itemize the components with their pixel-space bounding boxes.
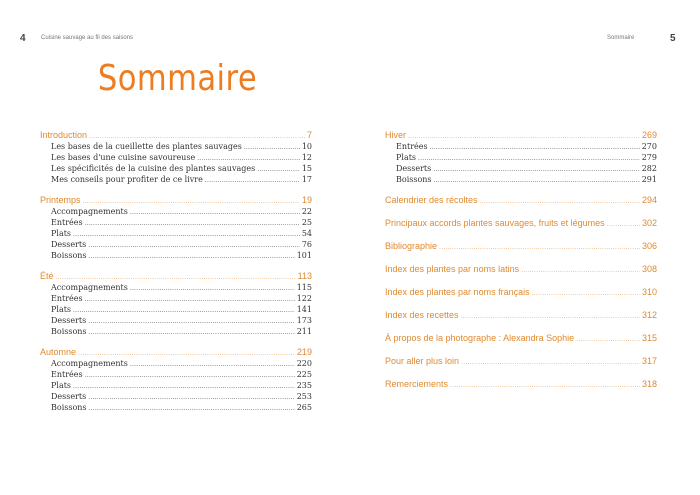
- toc-section: [40, 347, 312, 414]
- entry-label: Les bases de la cueillette des plantes sauvages: [51, 142, 242, 151]
- entry-page-number: 122: [296, 294, 312, 303]
- toc-subentry[interactable]: [40, 283, 312, 294]
- toc-section: [385, 130, 657, 186]
- entry-page-number: 282: [641, 164, 657, 173]
- entry-page-number: 294: [641, 195, 657, 205]
- dot-leader: [83, 198, 300, 205]
- right-page-number: 5: [670, 33, 676, 44]
- toc-subentry[interactable]: [40, 294, 312, 305]
- entry-label: Boissons: [51, 327, 87, 336]
- entry-label: Bibliographie: [385, 241, 438, 251]
- entry-page-number: 265: [296, 403, 312, 412]
- entry-label: Plats: [396, 153, 417, 162]
- dot-leader: [205, 177, 300, 184]
- toc-section-entry[interactable]: [40, 271, 312, 283]
- toc-left-column: [40, 130, 312, 423]
- toc-section-entry[interactable]: [385, 195, 657, 207]
- toc-subentry[interactable]: [40, 207, 312, 218]
- toc-section: [385, 333, 657, 345]
- entry-label: Remerciements: [385, 379, 449, 389]
- toc-section-entry[interactable]: [40, 195, 312, 207]
- toc-section: [385, 195, 657, 207]
- entry-label: Desserts: [396, 164, 432, 173]
- toc-section-entry[interactable]: [385, 333, 657, 345]
- entry-label: Index des plantes par noms latins: [385, 264, 520, 274]
- dot-leader: [73, 231, 300, 238]
- entry-page-number: 270: [641, 142, 657, 151]
- dot-leader: [434, 177, 640, 184]
- dot-leader: [130, 361, 295, 368]
- entry-page-number: 308: [641, 264, 657, 274]
- dot-leader: [461, 313, 640, 320]
- dot-leader: [89, 253, 295, 260]
- toc-subentry[interactable]: [385, 175, 657, 186]
- dot-leader: [433, 166, 639, 173]
- dot-leader: [130, 209, 300, 216]
- toc-section: [385, 264, 657, 276]
- toc-section-entry[interactable]: [40, 347, 312, 359]
- entry-label: Plats: [51, 229, 72, 238]
- dot-leader: [197, 155, 300, 162]
- right-running-title: Sommaire: [607, 35, 635, 41]
- entry-label: Plats: [51, 381, 72, 390]
- toc-subentry[interactable]: [40, 229, 312, 240]
- entry-page-number: 310: [641, 287, 657, 297]
- entry-page-number: 315: [641, 333, 657, 343]
- left-page-number: 4: [20, 33, 26, 44]
- toc-subentry[interactable]: [40, 316, 312, 327]
- toc-section: [40, 195, 312, 262]
- dot-leader: [89, 329, 295, 336]
- toc-subentry[interactable]: [385, 164, 657, 175]
- entry-page-number: 219: [296, 347, 312, 357]
- toc-subentry[interactable]: [40, 370, 312, 381]
- entry-label: Pour aller plus loin: [385, 356, 460, 366]
- toc-subentry[interactable]: [40, 164, 312, 175]
- dot-leader: [88, 394, 294, 401]
- entry-label: Desserts: [51, 240, 87, 249]
- entry-page-number: 225: [296, 370, 312, 379]
- entry-page-number: 76: [301, 240, 312, 249]
- toc-subentry[interactable]: [385, 142, 657, 153]
- entry-label: Boissons: [51, 251, 87, 260]
- toc-section: [40, 271, 312, 338]
- dot-leader: [430, 144, 640, 151]
- entry-label: Boissons: [396, 175, 432, 184]
- entry-page-number: 19: [301, 195, 312, 205]
- entry-label: Introduction: [40, 130, 88, 140]
- entry-label: Index des recettes: [385, 310, 459, 320]
- entry-label: Automne: [40, 347, 77, 357]
- entry-page-number: 54: [301, 229, 312, 238]
- toc-section: [385, 310, 657, 322]
- toc-subentry[interactable]: [40, 381, 312, 392]
- entry-page-number: 115: [296, 283, 312, 292]
- entry-label: Les bases d'une cuisine savoureuse: [51, 153, 196, 162]
- toc-section-entry[interactable]: [385, 218, 657, 230]
- dot-leader: [73, 307, 295, 314]
- dot-leader: [85, 220, 300, 227]
- toc-section-entry[interactable]: [385, 356, 657, 368]
- dot-leader: [480, 198, 640, 205]
- dot-leader: [73, 383, 295, 390]
- entry-label: Accompagnements: [51, 359, 128, 368]
- entry-page-number: 306: [641, 241, 657, 251]
- dot-leader: [521, 267, 640, 274]
- dot-leader: [56, 274, 296, 281]
- entry-label: Entrées: [396, 142, 428, 151]
- toc-section-entry[interactable]: [385, 130, 657, 142]
- entry-label: Desserts: [51, 316, 87, 325]
- left-running-title: Cuisine sauvage au fil des saisons: [41, 35, 134, 41]
- toc-section-entry[interactable]: [385, 379, 657, 391]
- entry-label: Entrées: [51, 218, 83, 227]
- entry-label: Boissons: [51, 403, 87, 412]
- toc-subentry[interactable]: [40, 305, 312, 316]
- entry-page-number: 269: [641, 130, 657, 140]
- dot-leader: [439, 244, 640, 251]
- entry-page-number: 15: [301, 164, 312, 173]
- dot-leader: [89, 405, 295, 412]
- entry-label: Plats: [51, 305, 72, 314]
- entry-page-number: 317: [641, 356, 657, 366]
- page-title: Sommaire: [97, 58, 258, 99]
- entry-page-number: 279: [641, 153, 657, 162]
- entry-page-number: 173: [296, 316, 312, 325]
- entry-label: Accompagnements: [51, 207, 128, 216]
- entry-page-number: 318: [641, 379, 657, 389]
- entry-page-number: 235: [296, 381, 312, 390]
- toc-subentry[interactable]: [40, 251, 312, 262]
- toc-subentry[interactable]: [40, 218, 312, 229]
- toc-subentry[interactable]: [40, 142, 312, 153]
- entry-page-number: 220: [296, 359, 312, 368]
- entry-page-number: 7: [306, 130, 312, 140]
- toc-subentry[interactable]: [40, 392, 312, 403]
- entry-label: Principaux accords plantes sauvages, fruits et légumes: [385, 218, 605, 228]
- entry-page-number: 302: [641, 218, 657, 228]
- entry-label: Mes conseils pour profiter de ce livre: [51, 175, 203, 184]
- entry-page-number: 291: [641, 175, 657, 184]
- toc-subentry[interactable]: [40, 153, 312, 164]
- dot-leader: [418, 155, 640, 162]
- toc-section: [385, 287, 657, 299]
- dot-leader: [85, 372, 295, 379]
- toc-section-entry[interactable]: [385, 241, 657, 253]
- toc-subentry[interactable]: [40, 403, 312, 414]
- entry-label: Accompagnements: [51, 283, 128, 292]
- toc-section: [385, 356, 657, 368]
- entry-page-number: 312: [641, 310, 657, 320]
- toc-section-entry[interactable]: [385, 310, 657, 322]
- entry-page-number: 10: [301, 142, 312, 151]
- dot-leader: [461, 359, 640, 366]
- dot-leader: [130, 285, 295, 292]
- dot-leader: [78, 350, 295, 357]
- entry-page-number: 12: [301, 153, 312, 162]
- toc-subentry[interactable]: [40, 175, 312, 186]
- entry-label: Hiver: [385, 130, 407, 140]
- entry-label: Entrées: [51, 294, 83, 303]
- dot-leader: [408, 133, 640, 140]
- toc-subentry[interactable]: [385, 153, 657, 164]
- dot-leader: [257, 166, 300, 173]
- dot-leader: [85, 296, 295, 303]
- toc-section-entry[interactable]: [385, 287, 657, 299]
- entry-label: Été: [40, 271, 54, 281]
- toc-subentry[interactable]: [40, 327, 312, 338]
- entry-label: Index des plantes par noms français: [385, 287, 530, 297]
- dot-leader: [88, 242, 300, 249]
- toc-section: [385, 241, 657, 253]
- toc-section-entry[interactable]: [385, 264, 657, 276]
- dot-leader: [607, 221, 640, 228]
- entry-page-number: 253: [296, 392, 312, 401]
- entry-page-number: 22: [301, 207, 312, 216]
- entry-label: Entrées: [51, 370, 83, 379]
- entry-page-number: 101: [296, 251, 312, 260]
- entry-label: Calendrier des récoltes: [385, 195, 478, 205]
- entry-page-number: 141: [296, 305, 312, 314]
- dot-leader: [89, 133, 305, 140]
- toc-section-entry[interactable]: [40, 130, 312, 142]
- dot-leader: [576, 336, 640, 343]
- dot-leader: [88, 318, 294, 325]
- entry-label: Printemps: [40, 195, 81, 205]
- toc-section: [40, 130, 312, 186]
- dot-leader: [450, 382, 640, 389]
- dot-leader: [244, 144, 300, 151]
- entry-label: À propos de la photographe : Alexandra Sophie: [385, 333, 575, 343]
- entry-label: Les spécificités de la cuisine des plantes sauvages: [51, 164, 256, 173]
- dot-leader: [532, 290, 640, 297]
- entry-page-number: 17: [301, 175, 312, 184]
- toc-subentry[interactable]: [40, 359, 312, 370]
- toc-section: [385, 379, 657, 391]
- toc-subentry[interactable]: [40, 240, 312, 251]
- entry-page-number: 113: [297, 271, 312, 281]
- entry-label: Desserts: [51, 392, 87, 401]
- entry-page-number: 211: [296, 327, 312, 336]
- toc-right-column: [385, 130, 657, 402]
- entry-page-number: 25: [301, 218, 312, 227]
- toc-section: [385, 218, 657, 230]
